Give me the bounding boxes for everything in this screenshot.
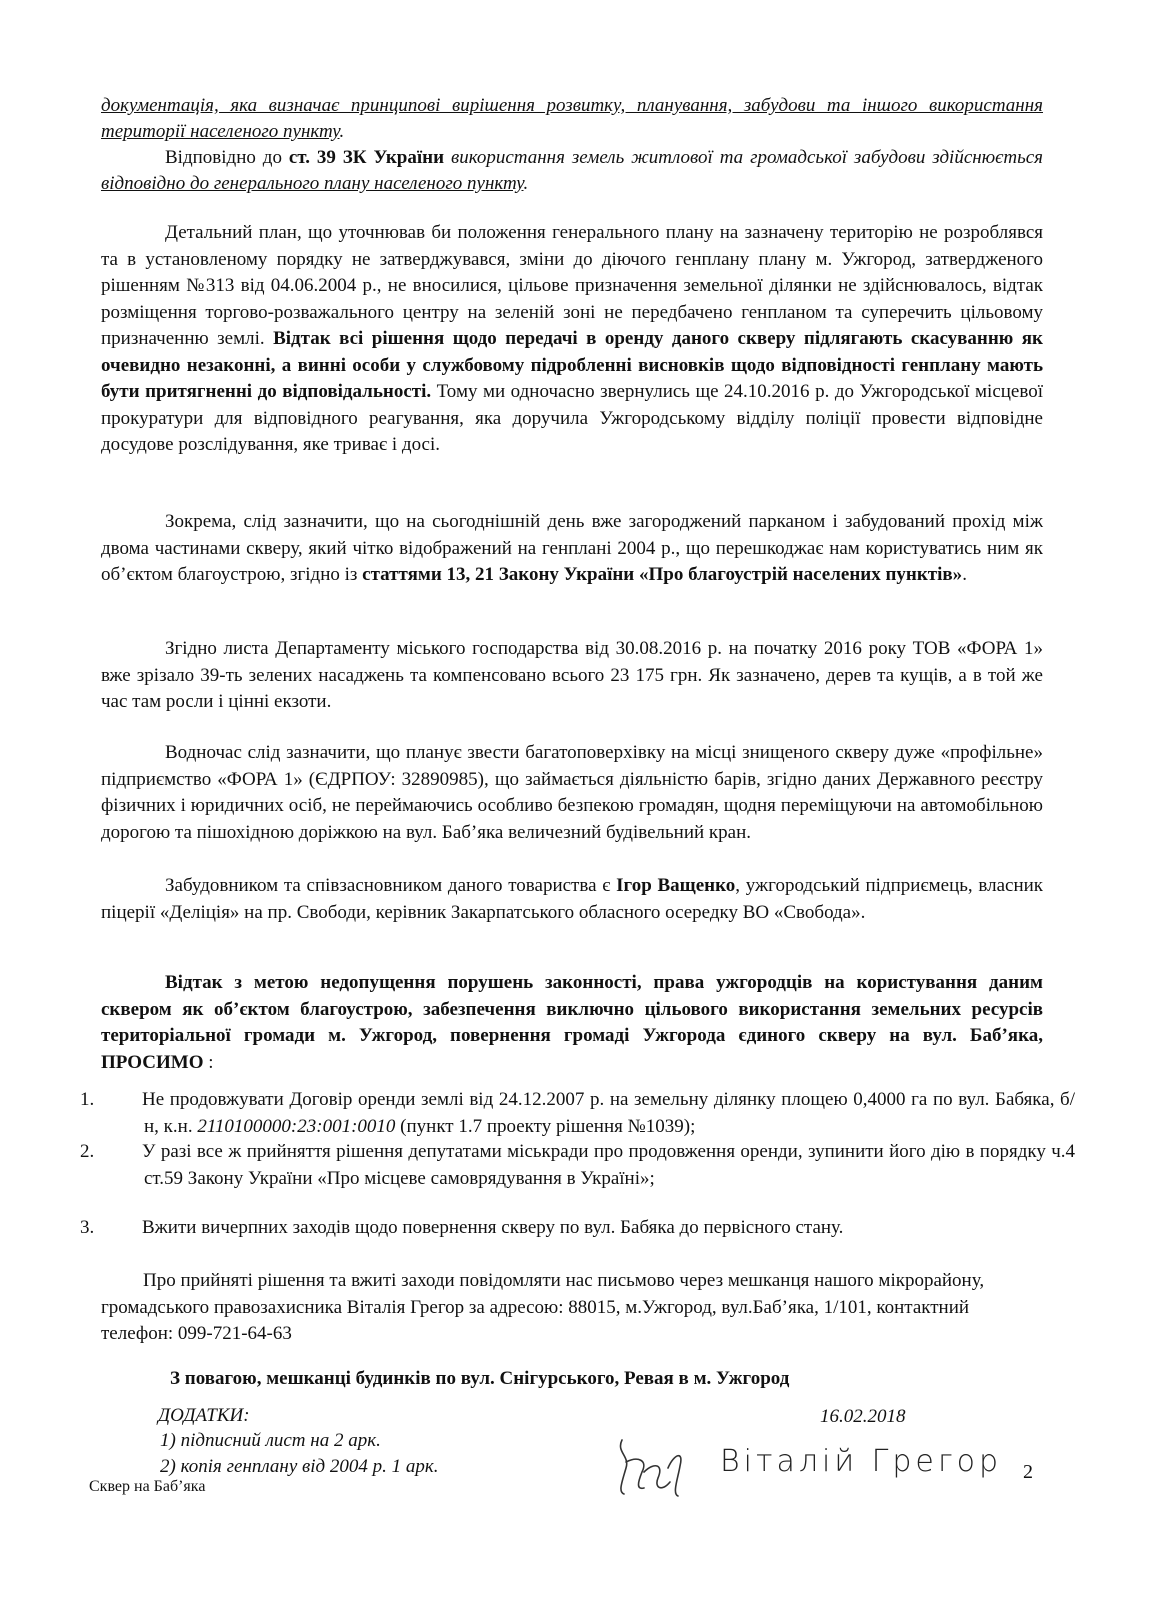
paragraph-fence-text: Зокрема, слід зазначити, що на сьогоднішній день вже загороджений парканом і забудований прохід між двома частинами скверу, який чітко відображений на генплані 2004 р., що перешкоджає нам користуватись ним як об’єктом благоустрою, згідно із — [101, 511, 1043, 585]
paragraph-fence-bold: статтями 13, 21 Закону України «Про благоустрій населених пунктів» — [362, 564, 963, 585]
request-list-item: 2. У разі все ж прийняття рішення депутатами міськради про продовження оренди, зупинити його дію в порядку ч.4 ст.59 Закону України «Про місцеве самоврядування в Україні»; — [80, 1141, 1075, 1189]
request-list-item: 1. Не продовжувати Договір оренди землі від 24.12.2007 р. на земельну ділянку площею 0,4000 га по вул. Бабяка, б/н, к.н. 2110100000:23:001:0010 (пункт 1.7 проекту рішення №1039); — [80, 1089, 1075, 1137]
paragraph-trees-text: Згідно листа Департаменту міського господарства від 30.08.2016 р. на початку 2016 року ТОВ «ФОРА 1» вже зрізало 39-ть зелених насаджень та компенсовано всього 23 175 грн. Як зазначено, дерев та кущів, а в той же час там росли і цінні екзоти. — [101, 638, 1043, 712]
attachment-item: 1) підписний лист на 2 арк. — [160, 1430, 381, 1451]
footer-text: Сквер на Баб’яка — [89, 1478, 206, 1495]
intro-text: документація, яка визначає принципові вирішення розвитку, планування, забудови та іншого використання території населеного пункту — [101, 95, 1043, 142]
attachments-title: ДОДАТКИ: — [158, 1405, 250, 1426]
document-date: 16.02.2018 — [820, 1406, 906, 1427]
developer-name: Ігор Ващенко — [616, 875, 736, 896]
signature-name: Віталій Грегор — [720, 1444, 1002, 1479]
paragraph-detailed-plan-text: Детальний план, що уточнював би положення генерального плану на зазначену територію не розроблявся та в установленому порядку не затверджувався, зміни до діючого генплану плану м. Ужгород, затвердженого рішенням №313 від 04.06.2004 р., не вносилися, цільове призначення земельної ділянки не здійснювалось, відтак розміщення торгово-розважального центру на зеленій зоні не передбачено генпланом та суперечить цільовому призначенню землі. — [101, 222, 1043, 349]
paragraph-fora — [101, 740, 1043, 846]
paragraph-fora-text: Водночас слід зазначити, що планує звести багатоповерхівку на місці знищеного скверу дуже «профільне» підприємство «ФОРА 1» (ЄДРПОУ: 32890985), що займається діяльністю барів, згідно даних Державного реєстру фізичних і юридичних осіб, не переймаючись особливо безпекою громадян, щодня переміщуючи на автомобільною дорогою та пішохідною доріжкою на вул. Баб’яка величезний будівельний кран. — [101, 742, 1043, 843]
article-39-law-ref: ст. 39 ЗК України — [288, 147, 445, 168]
paragraph-trees — [101, 636, 1043, 716]
article-39-paragraph: Відповідно до ст. 39 ЗК України використання земель житлової та громадської забудови здійснюється відповідно до генерального плану населеного пункту. — [101, 147, 1044, 194]
paragraph-developer-text: Забудовником та співзасновником даного товариства є — [165, 875, 617, 896]
paragraph-fence: Зокрема, слід зазначити, що на сьогоднішній день вже загороджений парканом і забудований прохід між двома частинами скверу, який чітко відображений на генплані 2004 р., що перешкоджає нам користуватись ним як об’єктом благоустрою, згідно із статтями 13, 21 Закону України «Про благоустрій населених пунктів». — [101, 511, 1043, 585]
paragraph-request-bold: Відтак з метою недопущення порушень законності, права ужгородців на користування даним сквером як об’єктом благоустрою, забезпечення виключно цільового використання земельних ресурсів територіальної громади м. Ужгород, повернення громаді Ужгорода єдиного скверу на вул. Баб’яка, ПРОСИМО — [101, 972, 1043, 1073]
article-39-underlined: відповідно до генерального плану населеного пункту — [101, 173, 524, 194]
paragraph-contact — [101, 1268, 1011, 1348]
request-list-item: 3. Вжити вичерпних заходів щодо повернення скверу по вул. Бабяка до первісного стану. — [80, 1217, 844, 1238]
paragraph-detailed-plan-tail: Тому ми одночасно звернулись ще 24.10.2016 р. до Ужгородської місцевої прокуратури для відповідного реагування, яка доручила Ужгородському відділу поліції провести відповідне досудове розслідування, яке триває і досі. — [101, 381, 1043, 455]
article-39-prefix: Відповідно до — [165, 147, 289, 168]
signature-scribble-icon — [608, 1432, 698, 1502]
intro-paragraph: документація, яка визначає принципові вирішення розвитку, планування, забудови та іншого використання території населеного пункту. — [101, 95, 1043, 142]
paragraph-request: Відтак з метою недопущення порушень законності, права ужгородців на користування даним сквером як об’єктом благоустрою, забезпечення виключно цільового використання земельних ресурсів територіальної громади м. Ужгород, повернення громаді Ужгорода єдиного скверу на вул. Баб’яка, ПРОСИМО : — [101, 972, 1043, 1073]
paragraph-contact-text: Про прийняті рішення та вжиті заходи повідомляти нас письмово через мешканця нашого мікрорайону, громадського правозахисника Віталія Грегор за адресою: 88015, м.Ужгород, вул.Баб’яка, 1/101, контактний телефон: 099-721-64-63 — [101, 1270, 985, 1344]
closing-line: З повагою, мешканці будинків по вул. Снігурського, Ревая в м. Ужгород — [170, 1368, 790, 1389]
attachment-item: 2) копія генплану від 2004 р. 1 арк. — [160, 1456, 439, 1477]
paragraph-developer: Забудовником та співзасновником даного товариства є Ігор Ващенко, ужгородський підприємець, власник піцерії «Деліція» на пр. Свободи, керівник Закарпатського обласного осередку ВО «Свобода». — [101, 875, 1044, 923]
paragraph-detailed-plan-bold: Відтак всі рішення щодо передачі в оренду даного скверу підлягають скасуванню як очевидно незаконні, а винні особи у службовому підробленні висновків щодо відповідності генплану мають бути притягненні до відповідальності. — [101, 328, 1043, 402]
paragraph-detailed-plan — [101, 220, 1043, 459]
cadastral-number: 2110100000:23:001:0010 — [197, 1115, 396, 1137]
article-39-text: використання земель житлової та громадської забудови здійснюється — [444, 147, 1044, 168]
page-number: 2 — [1023, 1461, 1033, 1483]
